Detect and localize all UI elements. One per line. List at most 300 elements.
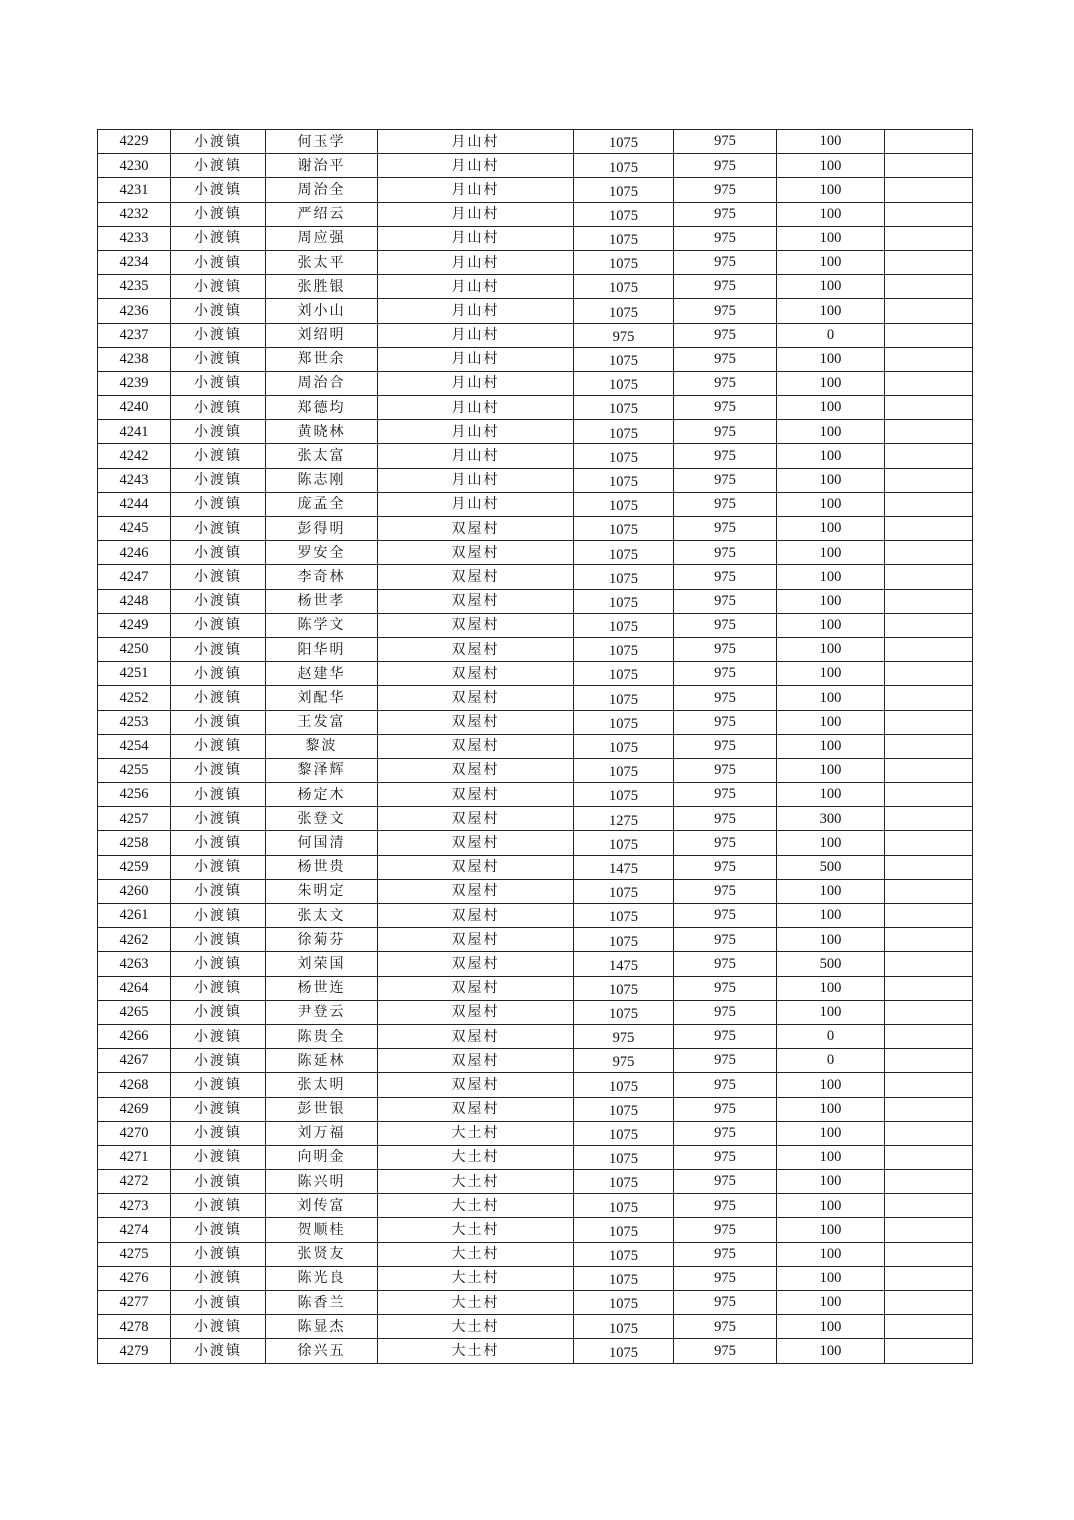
- note-cell: [885, 371, 973, 395]
- village-cell: 双屋村: [378, 1097, 574, 1121]
- amount-a-cell: 1075: [574, 1315, 674, 1339]
- village-cell: 大土村: [378, 1170, 574, 1194]
- village-cell: 双屋村: [378, 637, 574, 661]
- table-row: [98, 468, 973, 492]
- difference-cell: 100: [777, 396, 885, 420]
- amount-b-cell: 975: [674, 1097, 777, 1121]
- difference-cell: 100: [777, 275, 885, 299]
- amount-a-cell: 1075: [574, 589, 674, 613]
- town-cell: 小渡镇: [171, 517, 266, 541]
- table-row: [98, 1315, 973, 1339]
- note-cell: [885, 855, 973, 879]
- name-cell: 黄晓林: [266, 420, 378, 444]
- town-cell: 小渡镇: [171, 1073, 266, 1097]
- row-number-cell: 4262: [98, 928, 171, 952]
- amount-a-cell: 1075: [574, 1097, 674, 1121]
- name-cell: 黎泽辉: [266, 758, 378, 782]
- table-row: [98, 879, 973, 903]
- row-number-cell: 4235: [98, 275, 171, 299]
- name-cell: 陈延林: [266, 1049, 378, 1073]
- town-cell: 小渡镇: [171, 976, 266, 1000]
- table-row: [98, 686, 973, 710]
- note-cell: [885, 1073, 973, 1097]
- village-cell: 月山村: [378, 299, 574, 323]
- amount-a-cell: 1075: [574, 831, 674, 855]
- difference-cell: 100: [777, 758, 885, 782]
- table-row: [98, 1145, 973, 1169]
- note-cell: [885, 1145, 973, 1169]
- town-cell: 小渡镇: [171, 662, 266, 686]
- village-cell: 大土村: [378, 1242, 574, 1266]
- amount-b-cell: 975: [674, 1024, 777, 1048]
- village-cell: 双屋村: [378, 855, 574, 879]
- amount-b-cell: 975: [674, 1170, 777, 1194]
- amount-a-cell: 1075: [574, 541, 674, 565]
- name-cell: 张太文: [266, 904, 378, 928]
- village-cell: 月山村: [378, 420, 574, 444]
- amount-a-cell: 1075: [574, 879, 674, 903]
- row-number-cell: 4234: [98, 250, 171, 274]
- note-cell: [885, 662, 973, 686]
- town-cell: 小渡镇: [171, 1266, 266, 1290]
- difference-cell: 100: [777, 420, 885, 444]
- row-number-cell: 4268: [98, 1073, 171, 1097]
- amount-b-cell: 975: [674, 226, 777, 250]
- town-cell: 小渡镇: [171, 323, 266, 347]
- difference-cell: 100: [777, 1097, 885, 1121]
- note-cell: [885, 807, 973, 831]
- note-cell: [885, 1097, 973, 1121]
- row-number-cell: 4261: [98, 904, 171, 928]
- town-cell: 小渡镇: [171, 589, 266, 613]
- town-cell: 小渡镇: [171, 1339, 266, 1363]
- name-cell: 杨定木: [266, 783, 378, 807]
- town-cell: 小渡镇: [171, 541, 266, 565]
- table-row: [98, 662, 973, 686]
- town-cell: 小渡镇: [171, 154, 266, 178]
- village-cell: 月山村: [378, 275, 574, 299]
- difference-cell: 100: [777, 613, 885, 637]
- row-number-cell: 4270: [98, 1121, 171, 1145]
- town-cell: 小渡镇: [171, 904, 266, 928]
- town-cell: 小渡镇: [171, 928, 266, 952]
- note-cell: [885, 468, 973, 492]
- row-number-cell: 4247: [98, 565, 171, 589]
- name-cell: 阳华明: [266, 637, 378, 661]
- table-row: [98, 323, 973, 347]
- village-cell: 双屋村: [378, 541, 574, 565]
- note-cell: [885, 952, 973, 976]
- difference-cell: 100: [777, 154, 885, 178]
- amount-b-cell: 975: [674, 831, 777, 855]
- name-cell: 张太平: [266, 250, 378, 274]
- row-number-cell: 4252: [98, 686, 171, 710]
- note-cell: [885, 928, 973, 952]
- amount-b-cell: 975: [674, 1339, 777, 1363]
- town-cell: 小渡镇: [171, 565, 266, 589]
- row-number-cell: 4238: [98, 347, 171, 371]
- note-cell: [885, 565, 973, 589]
- amount-a-cell: 1075: [574, 1170, 674, 1194]
- amount-b-cell: 975: [674, 879, 777, 903]
- table-row: [98, 1291, 973, 1315]
- difference-cell: 100: [777, 1121, 885, 1145]
- table-row: [98, 178, 973, 202]
- difference-cell: 100: [777, 1291, 885, 1315]
- town-cell: 小渡镇: [171, 1194, 266, 1218]
- name-cell: 黎波: [266, 734, 378, 758]
- difference-cell: 100: [777, 1266, 885, 1290]
- amount-a-cell: 1075: [574, 275, 674, 299]
- town-cell: 小渡镇: [171, 299, 266, 323]
- amount-a-cell: 1275: [574, 807, 674, 831]
- row-number-cell: 4244: [98, 492, 171, 516]
- town-cell: 小渡镇: [171, 831, 266, 855]
- table-row: [98, 226, 973, 250]
- amount-a-cell: 1075: [574, 1145, 674, 1169]
- village-cell: 双屋村: [378, 734, 574, 758]
- table-row: [98, 347, 973, 371]
- difference-cell: 100: [777, 710, 885, 734]
- name-cell: 郑世余: [266, 347, 378, 371]
- amount-b-cell: 975: [674, 396, 777, 420]
- difference-cell: 100: [777, 517, 885, 541]
- row-number-cell: 4257: [98, 807, 171, 831]
- amount-a-cell: 1075: [574, 904, 674, 928]
- difference-cell: 100: [777, 444, 885, 468]
- town-cell: 小渡镇: [171, 492, 266, 516]
- amount-a-cell: 1075: [574, 468, 674, 492]
- name-cell: 庞孟全: [266, 492, 378, 516]
- town-cell: 小渡镇: [171, 1315, 266, 1339]
- amount-b-cell: 975: [674, 758, 777, 782]
- note-cell: [885, 1266, 973, 1290]
- amount-a-cell: 1075: [574, 444, 674, 468]
- town-cell: 小渡镇: [171, 613, 266, 637]
- amount-b-cell: 975: [674, 855, 777, 879]
- name-cell: 陈贵全: [266, 1024, 378, 1048]
- row-number-cell: 4272: [98, 1170, 171, 1194]
- amount-b-cell: 975: [674, 783, 777, 807]
- town-cell: 小渡镇: [171, 1049, 266, 1073]
- name-cell: 周治全: [266, 178, 378, 202]
- row-number-cell: 4279: [98, 1339, 171, 1363]
- table-row: [98, 154, 973, 178]
- row-number-cell: 4259: [98, 855, 171, 879]
- town-cell: 小渡镇: [171, 1170, 266, 1194]
- table-row: [98, 1194, 973, 1218]
- table-row: [98, 130, 973, 154]
- difference-cell: 100: [777, 565, 885, 589]
- amount-b-cell: 975: [674, 130, 777, 154]
- amount-a-cell: 1075: [574, 1000, 674, 1024]
- amount-a-cell: 1075: [574, 758, 674, 782]
- table-row: [98, 444, 973, 468]
- row-number-cell: 4266: [98, 1024, 171, 1048]
- amount-a-cell: 1075: [574, 710, 674, 734]
- amount-b-cell: 975: [674, 1194, 777, 1218]
- note-cell: [885, 1291, 973, 1315]
- note-cell: [885, 686, 973, 710]
- difference-cell: 100: [777, 299, 885, 323]
- village-cell: 大土村: [378, 1291, 574, 1315]
- amount-b-cell: 975: [674, 589, 777, 613]
- village-cell: 大土村: [378, 1339, 574, 1363]
- amount-b-cell: 975: [674, 541, 777, 565]
- row-number-cell: 4246: [98, 541, 171, 565]
- name-cell: 杨世连: [266, 976, 378, 1000]
- row-number-cell: 4256: [98, 783, 171, 807]
- table-row: [98, 783, 973, 807]
- village-cell: 双屋村: [378, 952, 574, 976]
- row-number-cell: 4255: [98, 758, 171, 782]
- name-cell: 贺顺桂: [266, 1218, 378, 1242]
- name-cell: 谢治平: [266, 154, 378, 178]
- town-cell: 小渡镇: [171, 1218, 266, 1242]
- village-cell: 月山村: [378, 492, 574, 516]
- amount-b-cell: 975: [674, 1242, 777, 1266]
- note-cell: [885, 517, 973, 541]
- town-cell: 小渡镇: [171, 130, 266, 154]
- amount-b-cell: 975: [674, 1315, 777, 1339]
- amount-b-cell: 975: [674, 178, 777, 202]
- table-row: [98, 1000, 973, 1024]
- note-cell: [885, 1242, 973, 1266]
- town-cell: 小渡镇: [171, 1242, 266, 1266]
- difference-cell: 100: [777, 1218, 885, 1242]
- row-number-cell: 4253: [98, 710, 171, 734]
- name-cell: 何玉学: [266, 130, 378, 154]
- table-row: [98, 1266, 973, 1290]
- table-row: [98, 1218, 973, 1242]
- row-number-cell: 4278: [98, 1315, 171, 1339]
- town-cell: 小渡镇: [171, 250, 266, 274]
- difference-cell: 100: [777, 783, 885, 807]
- note-cell: [885, 323, 973, 347]
- difference-cell: 100: [777, 976, 885, 1000]
- note-cell: [885, 879, 973, 903]
- note-cell: [885, 1315, 973, 1339]
- row-number-cell: 4260: [98, 879, 171, 903]
- difference-cell: 100: [777, 1000, 885, 1024]
- note-cell: [885, 226, 973, 250]
- town-cell: 小渡镇: [171, 686, 266, 710]
- table-row: [98, 952, 973, 976]
- note-cell: [885, 1024, 973, 1048]
- row-number-cell: 4232: [98, 202, 171, 226]
- difference-cell: 100: [777, 662, 885, 686]
- name-cell: 杨世贵: [266, 855, 378, 879]
- table-row: [98, 396, 973, 420]
- amount-b-cell: 975: [674, 1121, 777, 1145]
- row-number-cell: 4271: [98, 1145, 171, 1169]
- village-cell: 月山村: [378, 347, 574, 371]
- amount-b-cell: 975: [674, 710, 777, 734]
- table-row: [98, 1024, 973, 1048]
- amount-b-cell: 975: [674, 299, 777, 323]
- town-cell: 小渡镇: [171, 420, 266, 444]
- amount-b-cell: 975: [674, 202, 777, 226]
- village-cell: 双屋村: [378, 879, 574, 903]
- village-cell: 双屋村: [378, 710, 574, 734]
- amount-b-cell: 975: [674, 323, 777, 347]
- table-row: [98, 831, 973, 855]
- town-cell: 小渡镇: [171, 637, 266, 661]
- town-cell: 小渡镇: [171, 275, 266, 299]
- row-number-cell: 4242: [98, 444, 171, 468]
- note-cell: [885, 396, 973, 420]
- amount-b-cell: 975: [674, 1000, 777, 1024]
- name-cell: 周治合: [266, 371, 378, 395]
- amount-a-cell: 1075: [574, 1291, 674, 1315]
- town-cell: 小渡镇: [171, 468, 266, 492]
- difference-cell: 100: [777, 226, 885, 250]
- amount-b-cell: 975: [674, 275, 777, 299]
- difference-cell: 100: [777, 1339, 885, 1363]
- name-cell: 张登文: [266, 807, 378, 831]
- note-cell: [885, 250, 973, 274]
- name-cell: 刘荣国: [266, 952, 378, 976]
- village-cell: 月山村: [378, 154, 574, 178]
- town-cell: 小渡镇: [171, 855, 266, 879]
- row-number-cell: 4254: [98, 734, 171, 758]
- row-number-cell: 4239: [98, 371, 171, 395]
- amount-b-cell: 975: [674, 1291, 777, 1315]
- difference-cell: 100: [777, 686, 885, 710]
- note-cell: [885, 758, 973, 782]
- amount-a-cell: 1075: [574, 226, 674, 250]
- table-row: [98, 976, 973, 1000]
- table-row: [98, 275, 973, 299]
- village-cell: 双屋村: [378, 613, 574, 637]
- amount-b-cell: 975: [674, 1218, 777, 1242]
- table-row: [98, 1121, 973, 1145]
- town-cell: 小渡镇: [171, 710, 266, 734]
- table-row: [98, 420, 973, 444]
- village-cell: 双屋村: [378, 686, 574, 710]
- amount-a-cell: 1075: [574, 396, 674, 420]
- note-cell: [885, 154, 973, 178]
- village-cell: 月山村: [378, 226, 574, 250]
- name-cell: 向明金: [266, 1145, 378, 1169]
- row-number-cell: 4263: [98, 952, 171, 976]
- row-number-cell: 4240: [98, 396, 171, 420]
- amount-b-cell: 975: [674, 154, 777, 178]
- amount-a-cell: 1075: [574, 202, 674, 226]
- village-cell: 双屋村: [378, 758, 574, 782]
- note-cell: [885, 1218, 973, 1242]
- name-cell: 何国清: [266, 831, 378, 855]
- table-row: [98, 904, 973, 928]
- note-cell: [885, 347, 973, 371]
- table-row: [98, 1339, 973, 1363]
- table-row: [98, 517, 973, 541]
- note-cell: [885, 299, 973, 323]
- amount-a-cell: 1075: [574, 371, 674, 395]
- amount-a-cell: 1075: [574, 1073, 674, 1097]
- amount-a-cell: 1075: [574, 178, 674, 202]
- difference-cell: 100: [777, 879, 885, 903]
- table-row: [98, 541, 973, 565]
- village-cell: 月山村: [378, 130, 574, 154]
- difference-cell: 500: [777, 855, 885, 879]
- note-cell: [885, 420, 973, 444]
- village-cell: 月山村: [378, 468, 574, 492]
- amount-b-cell: 975: [674, 1145, 777, 1169]
- town-cell: 小渡镇: [171, 1291, 266, 1315]
- village-cell: 双屋村: [378, 1049, 574, 1073]
- village-cell: 双屋村: [378, 1024, 574, 1048]
- row-number-cell: 4245: [98, 517, 171, 541]
- note-cell: [885, 444, 973, 468]
- difference-cell: 100: [777, 1242, 885, 1266]
- amount-a-cell: 1075: [574, 976, 674, 1000]
- amount-a-cell: 1075: [574, 250, 674, 274]
- village-cell: 双屋村: [378, 976, 574, 1000]
- note-cell: [885, 1339, 973, 1363]
- table-row: [98, 565, 973, 589]
- name-cell: 周应强: [266, 226, 378, 250]
- difference-cell: 100: [777, 202, 885, 226]
- amount-b-cell: 975: [674, 637, 777, 661]
- amount-b-cell: 975: [674, 613, 777, 637]
- difference-cell: 100: [777, 589, 885, 613]
- difference-cell: 100: [777, 250, 885, 274]
- row-number-cell: 4241: [98, 420, 171, 444]
- name-cell: 刘万福: [266, 1121, 378, 1145]
- note-cell: [885, 541, 973, 565]
- name-cell: 罗安全: [266, 541, 378, 565]
- town-cell: 小渡镇: [171, 371, 266, 395]
- amount-a-cell: 1475: [574, 855, 674, 879]
- note-cell: [885, 492, 973, 516]
- amount-b-cell: 975: [674, 468, 777, 492]
- name-cell: 王发富: [266, 710, 378, 734]
- row-number-cell: 4276: [98, 1266, 171, 1290]
- difference-cell: 100: [777, 541, 885, 565]
- table-row: [98, 202, 973, 226]
- name-cell: 刘绍明: [266, 323, 378, 347]
- amount-b-cell: 975: [674, 1266, 777, 1290]
- table-row: [98, 637, 973, 661]
- table-row: [98, 589, 973, 613]
- table-body: [98, 130, 973, 1364]
- town-cell: 小渡镇: [171, 347, 266, 371]
- amount-a-cell: 975: [574, 323, 674, 347]
- difference-cell: 100: [777, 371, 885, 395]
- table-row: [98, 613, 973, 637]
- row-number-cell: 4231: [98, 178, 171, 202]
- table-row: [98, 371, 973, 395]
- village-cell: 双屋村: [378, 1000, 574, 1024]
- row-number-cell: 4249: [98, 613, 171, 637]
- row-number-cell: 4243: [98, 468, 171, 492]
- amount-b-cell: 975: [674, 420, 777, 444]
- table-row: [98, 1097, 973, 1121]
- difference-cell: 100: [777, 734, 885, 758]
- amount-b-cell: 975: [674, 928, 777, 952]
- village-cell: 双屋村: [378, 783, 574, 807]
- name-cell: 徐兴五: [266, 1339, 378, 1363]
- amount-a-cell: 975: [574, 1024, 674, 1048]
- amount-a-cell: 1075: [574, 686, 674, 710]
- amount-b-cell: 975: [674, 347, 777, 371]
- row-number-cell: 4269: [98, 1097, 171, 1121]
- name-cell: 彭世银: [266, 1097, 378, 1121]
- note-cell: [885, 783, 973, 807]
- name-cell: 李奇林: [266, 565, 378, 589]
- difference-cell: 100: [777, 1145, 885, 1169]
